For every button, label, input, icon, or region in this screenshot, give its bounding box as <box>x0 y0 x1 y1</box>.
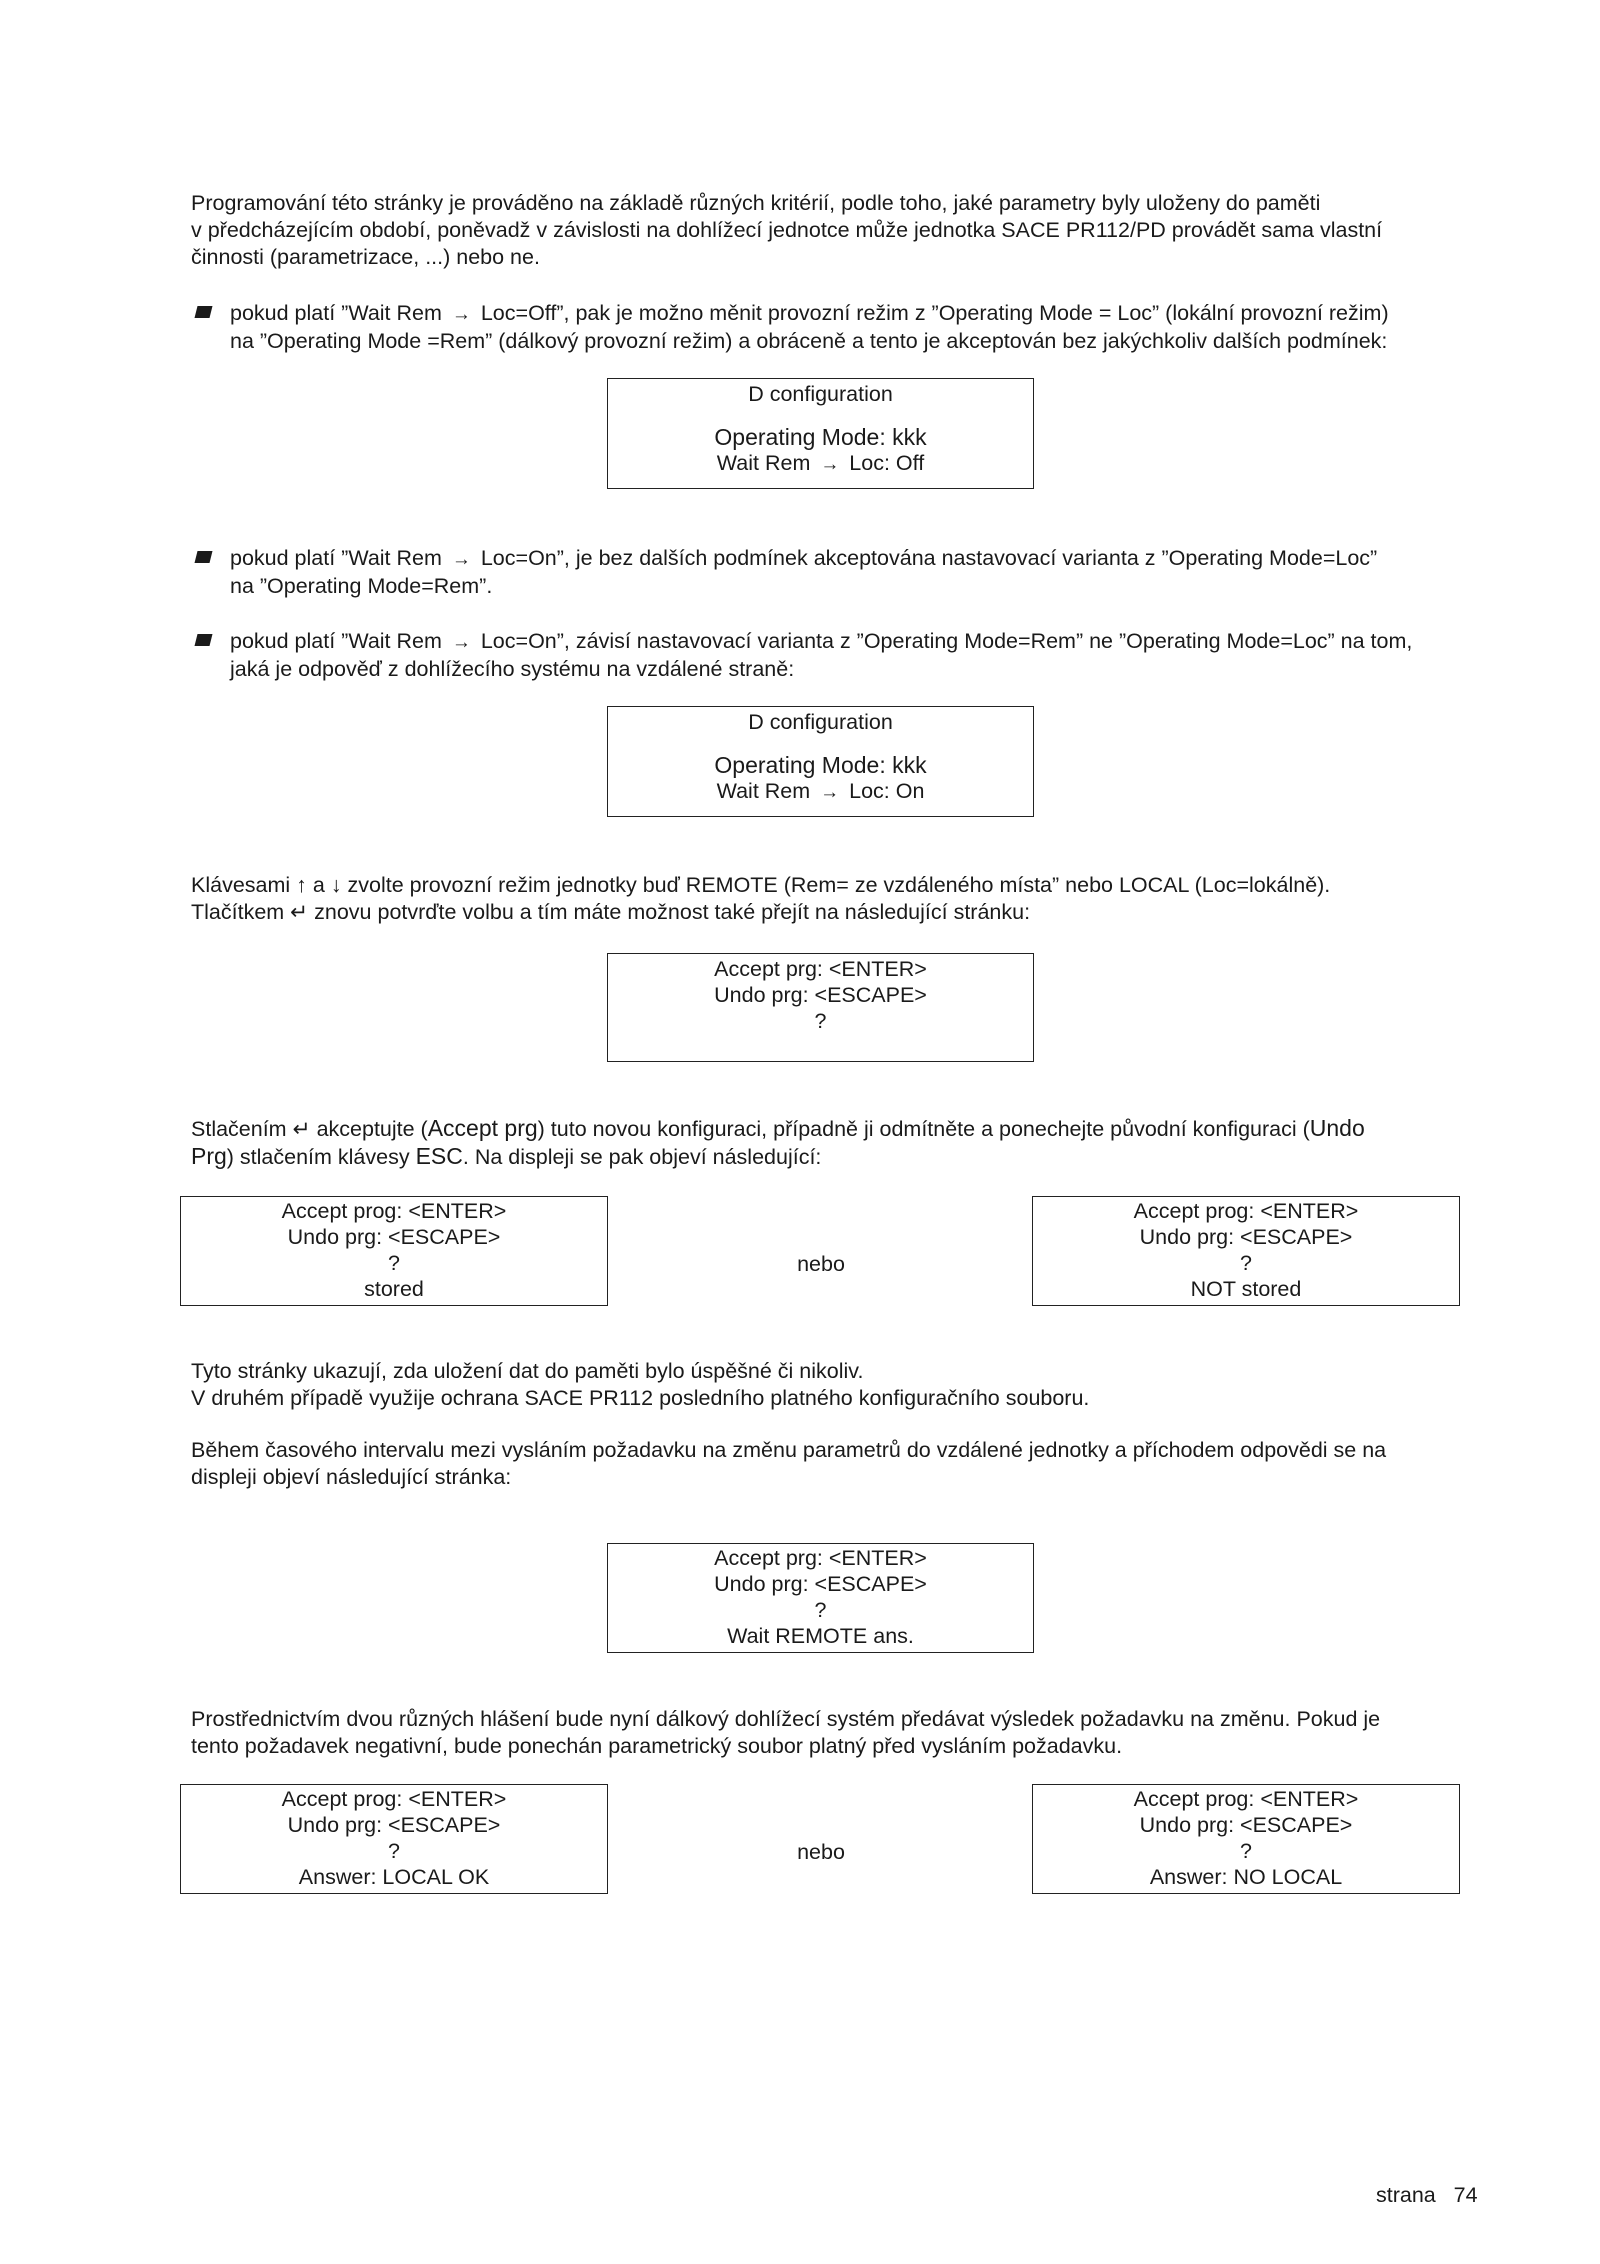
bullet-text-part: Loc=On”, závisí nastavovací varianta z ”Operating Mode=Rem” ne ”Operating Mode=Loc” na tom, <box>474 629 1413 653</box>
display-line: ? <box>814 1009 827 1033</box>
key-label: Undo <box>1309 1115 1365 1141</box>
display-line: ? <box>388 1839 400 1863</box>
bullet-text <box>230 300 1500 355</box>
text-line: V druhém případě využije ochrana SACE PR112 posledního platného konfiguračního souboru. <box>191 1386 1090 1410</box>
display-line: Undo prg: <ESCAPE> <box>1139 1225 1353 1249</box>
text-part: znovu potvrďte volbu a tím máte možnost také přejít na následující stránku: <box>308 900 1031 924</box>
or-label: nebo <box>797 1252 845 1276</box>
display-line: Undo prg: <ESCAPE> <box>714 983 927 1007</box>
text-part: Klávesami <box>191 873 297 897</box>
intro-line-2: v předcházejícím období, poněvadž v závislosti na dohlížecí jednotce může jednotka SACE PR112/PD provádět sama vlastní <box>191 218 1383 242</box>
text-line: Tyto stránky ukazují, zda uložení dat do paměti bylo úspěšné či nikoliv. <box>191 1359 864 1383</box>
arrow-right-icon: → <box>451 304 471 325</box>
display-line <box>608 778 1033 806</box>
display-line: Accept prog: <ENTER> <box>1133 1199 1359 1223</box>
arrow-right-icon: → <box>451 632 471 653</box>
display-line: Accept prg: <ENTER> <box>714 1546 927 1570</box>
interval-paragraph <box>191 1437 1491 1491</box>
display-line: Accept prog: <ENTER> <box>1133 1787 1359 1811</box>
bullet-text-line: jaká je odpověď z dohlížecího systému na vzdálené straně: <box>230 657 795 681</box>
display-text: Wait Rem <box>716 779 817 803</box>
stored-paragraph <box>191 1358 1491 1412</box>
display-box-stored <box>180 1196 608 1306</box>
display-line: Undo prg: <ESCAPE> <box>1139 1813 1353 1837</box>
or-label: nebo <box>797 1840 845 1864</box>
bullet-text-part: pokud platí ”Wait Rem <box>230 301 448 325</box>
display-box-wait-remote <box>607 1543 1034 1653</box>
bullet-text-line: na ”Operating Mode=Rem”. <box>230 574 493 598</box>
display-box-not-stored <box>1032 1196 1460 1306</box>
intro-line-1: Programování této stránky je prováděno na základě různých kritérií, podle toho, jaké parametry byly uloženy do paměti <box>191 191 1321 215</box>
text-part: ) tuto novou konfiguraci, případně ji odmítněte a ponechejte původní konfiguraci ( <box>537 1117 1310 1141</box>
arrow-right-icon: → <box>820 454 840 475</box>
display-line: D configuration <box>748 710 893 734</box>
display-line <box>608 450 1033 478</box>
text-part: . Na displeji se pak objeví následující: <box>462 1145 822 1169</box>
display-line: ? <box>1240 1839 1252 1863</box>
display-line: Answer: NO LOCAL <box>1149 1865 1343 1889</box>
text-part: akceptujte ( <box>310 1117 428 1141</box>
display-text: Loc: Off <box>843 451 925 475</box>
display-line: D configuration <box>748 382 893 406</box>
display-box-no-local <box>1032 1784 1460 1894</box>
display-line: Operating Mode: kkk <box>714 752 927 778</box>
display-text: Wait Rem <box>716 451 817 475</box>
bullet-text-part: pokud platí ”Wait Rem <box>230 629 448 653</box>
bullet-text-part: Loc=Off”, pak je možno měnit provozní režim z ”Operating Mode = Loc” (lokální provozní režim) <box>474 301 1389 325</box>
text-line: Během časového intervalu mezi vysláním požadavku na změnu parametrů do vzdálené jednotky a příchodem odpovědi se na <box>191 1438 1387 1462</box>
text-part: a <box>306 873 331 897</box>
bullet-icon <box>195 551 213 563</box>
display-line: Undo prg: <ESCAPE> <box>714 1572 927 1596</box>
enter-key-icon: ↵ <box>290 900 309 924</box>
display-line: NOT stored <box>1190 1277 1302 1301</box>
arrow-right-icon: → <box>451 549 471 570</box>
bullet-text-line: na ”Operating Mode =Rem” (dálkový provozní režim) a obráceně a tento je akceptován bez jakýchkoliv dalších podmínek: <box>230 329 1388 353</box>
display-line: Accept prg: <ENTER> <box>714 957 927 981</box>
bullet-icon <box>195 634 213 646</box>
bullet-text-part: pokud platí ”Wait Rem <box>230 546 448 570</box>
display-box-configuration-on <box>607 706 1034 817</box>
intro-line-3: činnosti (parametrizace, ...) nebo ne. <box>191 245 540 269</box>
arrow-up-icon: ↑ <box>296 873 307 897</box>
arrow-right-icon: → <box>820 782 840 803</box>
display-line: Accept prog: <ENTER> <box>281 1199 507 1223</box>
text-part: Tlačítkem <box>191 900 291 924</box>
arrow-down-icon: ↓ <box>330 873 342 897</box>
display-line: Undo prg: <ESCAPE> <box>287 1813 501 1837</box>
bullet-text <box>230 628 1500 683</box>
key-label: Prg <box>191 1143 227 1169</box>
display-line: Wait REMOTE ans. <box>727 1624 914 1648</box>
enter-key-icon: ↵ <box>292 1117 311 1141</box>
bullet-text <box>230 545 1500 600</box>
bullet-text-part: Loc=On”, je bez dalších podmínek akceptována nastavovací varianta z ”Operating Mode=Loc” <box>474 546 1378 570</box>
display-box-local-ok <box>180 1784 608 1894</box>
display-text: Loc: On <box>843 779 925 803</box>
text-line: tento požadavek negativní, bude ponechán parametrický soubor platný před vysláním požadavku. <box>191 1734 1123 1758</box>
text-line: displeji objeví následující stránka: <box>191 1465 512 1489</box>
display-line: stored <box>364 1277 424 1301</box>
text-line: Prostřednictvím dvou různých hlášení bude nyní dálkový dohlížecí systém předávat výsledek požadavku na změnu. Pokud je <box>191 1707 1381 1731</box>
text-part: zvolte provozní režim jednotky buď REMOTE (Rem= ze vzdáleného místa” nebo LOCAL (Loc=lokálně). <box>341 873 1331 897</box>
display-box-accept-prompt <box>607 953 1034 1062</box>
display-line: Answer: LOCAL OK <box>298 1865 490 1889</box>
intro-paragraph <box>191 190 1491 271</box>
page-number: strana 74 <box>1376 2183 1478 2207</box>
keys-paragraph <box>191 872 1491 926</box>
display-line: Accept prog: <ENTER> <box>281 1787 507 1811</box>
bullet-icon <box>195 306 213 318</box>
text-part: ) stlačením klávesy <box>226 1145 416 1169</box>
display-line: Undo prg: <ESCAPE> <box>287 1225 501 1249</box>
key-label: Accept prg <box>427 1115 538 1141</box>
accept-paragraph <box>191 1115 1491 1171</box>
display-line: Operating Mode: kkk <box>714 424 927 450</box>
display-line: ? <box>814 1598 827 1622</box>
display-line: ? <box>1240 1251 1252 1275</box>
key-label: ESC <box>415 1143 463 1169</box>
display-box-configuration-off <box>607 378 1034 489</box>
display-line: ? <box>388 1251 400 1275</box>
text-part: Stlačením <box>191 1117 293 1141</box>
remote-paragraph <box>191 1706 1491 1760</box>
